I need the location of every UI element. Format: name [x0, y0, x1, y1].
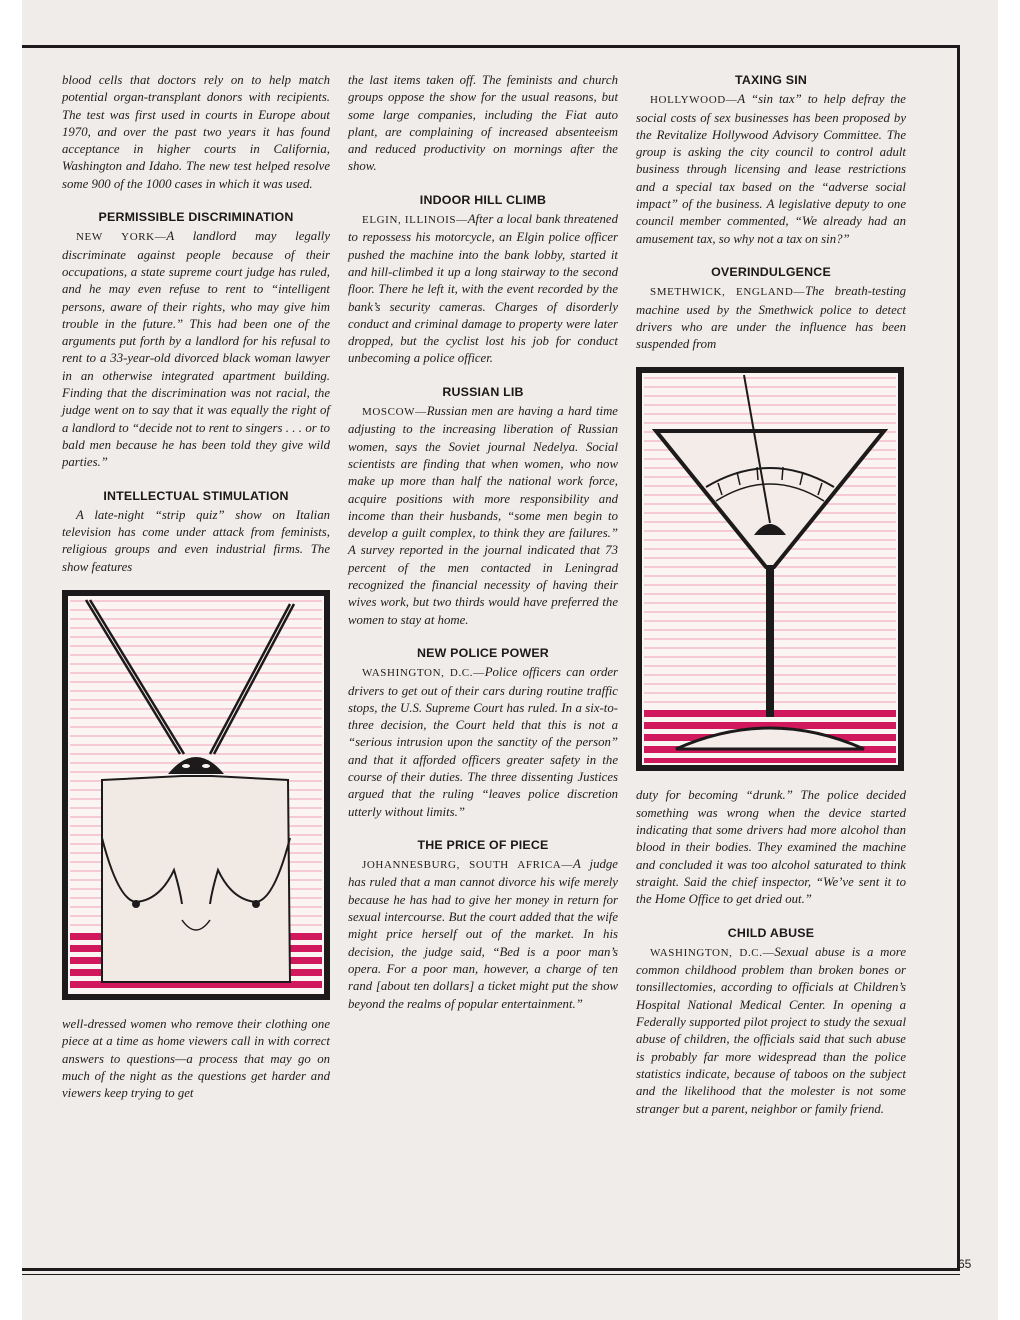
- article-intellectual-stimulation-continued: well-dressed women who remove their clothing one piece at a time as home viewers call in with correct answers to questions—a process that may go on much of the night as the questions get harder and viewers keep trying to get: [62, 1017, 330, 1101]
- dateline: WASHINGTON, D.C.—: [650, 946, 775, 959]
- headline-new-police-power: NEW POLICE POWER: [417, 645, 549, 660]
- headline-price-of-piece: THE PRICE OF PIECE: [417, 837, 549, 852]
- background-stripe: [644, 422, 896, 424]
- background-stripe: [70, 744, 322, 746]
- page-number: 65: [958, 1257, 972, 1271]
- dateline: HOLLYWOOD—: [650, 94, 738, 107]
- background-stripe: [70, 708, 322, 710]
- dateline: NEW YORK—: [76, 231, 167, 244]
- background-stripe: [70, 699, 322, 701]
- background-stripe: [70, 654, 322, 656]
- article-permissible-discrimination: [62, 228, 330, 471]
- headline-russian-lib: RUSSIAN LIB: [442, 384, 524, 399]
- article-body: After a local bank threatened to repossess his motorcycle, an Elgin police officer pushed the machine into the bank lobby, started it and hill-climbed it up a long stairway to the second floor. There he left it, with the event recorded by the bank’s security cameras. Charges of disorderly conduct and criminal damage to property were later dropped, but the cyclist lost his job for conduct unbecoming a police officer.: [348, 212, 618, 366]
- article-overindulgence: [636, 283, 906, 353]
- background-stripe: [70, 726, 322, 728]
- column-1: [62, 72, 330, 1103]
- dateline: MOSCOW—: [362, 406, 427, 419]
- article-body: Sexual abuse is a more common childhood problem than broken bones or tonsillectomies, according to officials at Children’s Hospital National Medical Center. In opening a Federally supported pilot project to study the sexual abuse of children, the officials said that such abuse is probably far more widespread than the police statistics indicate, because of taboos on the subject and the likelihood that the molester is not some stranger but a parent, neighbor or family friend.: [636, 944, 906, 1116]
- background-stripe: [70, 735, 322, 737]
- bottom-rule: [22, 1268, 960, 1271]
- headline-overindulgence: OVERINDULGENCE: [711, 264, 831, 279]
- background-stripe: [70, 663, 322, 665]
- article-new-police-power: [348, 664, 618, 821]
- article-body: Police officers can order drivers to get out of their cars during routine traffic stops, the U.S. Supreme Court has ruled. In a six-to-three decision, the Court held that this is not a “serious intrusion upon the sanctity of the person” and that it afforded officers greater safety in the course of their duties. The three dissenting Justices argued that the ruling “leaves police discretion utterly without limits.”: [348, 665, 619, 819]
- article-russian-lib: [348, 403, 618, 629]
- background-stripe: [644, 386, 896, 388]
- headline-permissible-discrimination: PERMISSIBLE DISCRIMINATION: [98, 210, 294, 225]
- top-rule: [22, 45, 960, 48]
- article-body: A “sin tax” to help defray the social costs of sex businesses has been proposed by the Revitalize Hollywood Advisory Committee. The group is asking the city council to control adult business through licensing and lease restrictions and a special tax based on the “adverse social impact” of the business. A legislative deputy to one council member commented, “We already had an amusement tax, so why not a tax on sin?”: [636, 92, 906, 246]
- article-taxing-sin: [636, 91, 906, 248]
- column-2: [348, 72, 618, 1013]
- bottom-rule-thin: [22, 1274, 960, 1275]
- background-stripe: [70, 645, 322, 647]
- article-child-abuse: [636, 944, 906, 1118]
- col2-intro-paragraph: the last items taken off. The feminists and church groups oppose the show for the usual reasons, but some large companies, including the Fiat auto plant, are complaining of increased absenteeism and reduced productivity on mornings after the show.: [348, 73, 618, 174]
- background-stripe: [644, 395, 896, 397]
- background-stripe: [70, 681, 322, 683]
- col1-intro-paragraph: blood cells that doctors rely on to help match potential organ-transplant donors with recipients. The test was first used in courts in Europe about 1970, and over the past two years it has found acceptance in higher courts in California, Washington and Idaho. The new test helped resolve some 900 of the 1000 cases in which it was used.: [62, 73, 330, 191]
- headline-child-abuse: CHILD ABUSE: [727, 925, 815, 940]
- background-stripe: [644, 404, 896, 406]
- column-3: [636, 72, 906, 1118]
- martini-illustration-svg: [636, 367, 904, 771]
- article-body: A landlord may legally discriminate against people because of their occupations, a state supreme court judge has ruled, and he may even refuse to rent to “intelligent persons, aware of their rights, who may give him trouble in the future.” This had been one of the arguments put forth by a landlord for his refusal to rent to a 33-year-old divorced black woman lawyer in an otherwise integrated apartment building. Finding that the discrimination was not racial, the judge went on to say that it was equally the right of a landlord to “decide not to rent to singers . . . or to bald men because he has been told they give wild parties.”: [62, 229, 331, 470]
- article-body: Russian men are having a hard time adjusting to the increasing liberation of Russian women, says the Soviet journal Nedelya. Social scientists are finding that when women, who now make up more than half the national work force, acquire positions with more responsibility and income than their husbands, “some men begin to develop a guilt complex, to think they are failures.” A survey reported in the journal indicated that 73 percent of the men contacted in Leningrad recognized the financial necessity of having their wives work, but two thirds would have preferred the women to stay at home.: [348, 404, 618, 627]
- background-stripe: [70, 672, 322, 674]
- headline-taxing-sin: TAXING SIN: [735, 73, 807, 87]
- dateline: JOHANNESBURG, SOUTH AFRICA—: [362, 859, 573, 872]
- article-overindulgence-continued: duty for becoming “drunk.” The police decided something was wrong when the device started indicating that some drivers had more alcohol than blood in their bodies. They examined the machine and concluded it was too alcohol saturated to think straight. Said the chief inspector, “We’ve sent it to the Home Office to get dried out.”: [636, 788, 906, 907]
- martini-glass-meter-illustration: [636, 367, 906, 771]
- background-stripe: [70, 609, 322, 611]
- background-stripe: [70, 600, 322, 602]
- background-stripe: [644, 413, 896, 415]
- background-stripe: [70, 753, 322, 755]
- background-stripe: [70, 717, 322, 719]
- article-indoor-hill-climb: [348, 211, 618, 368]
- background-stripe: [644, 377, 896, 379]
- tv-illustration-svg: [62, 590, 330, 1000]
- dateline: ELGIN, ILLINOIS—: [362, 214, 468, 227]
- article-intellectual-stimulation: A late-night “strip quiz” show on Italian television has come under attack from feminists, religious groups and even industrial firms. The show features: [62, 507, 330, 574]
- dateline: WASHINGTON, D.C.—: [362, 667, 485, 680]
- article-price-of-piece: [348, 856, 618, 1013]
- right-rule: [957, 45, 960, 1269]
- headline-intellectual-stimulation: INTELLECTUAL STIMULATION: [103, 488, 289, 503]
- headline-indoor-hill-climb: INDOOR HILL CLIMB: [419, 192, 547, 207]
- dateline: SMETHWICK, ENGLAND—: [650, 286, 805, 299]
- article-body: A judge has ruled that a man cannot divorce his wife merely because he has had to give her money in return for sexual intercourse. But the court added that the wife might price herself out of the market. In his decision, the judge said, “Bed is a poor man’s opera. For a poor man, however, a charge of ten rand [about ten dollars] a ticket might put the show beyond the realms of popular entertainment.”: [348, 857, 618, 1011]
- tv-antenna-illustration: [62, 590, 330, 1000]
- background-stripe: [70, 690, 322, 692]
- article-body: The breath-testing machine used by the Smethwick police to detect drivers who are under the influence has been suspended from: [636, 284, 907, 352]
- background-stripe: [70, 618, 322, 620]
